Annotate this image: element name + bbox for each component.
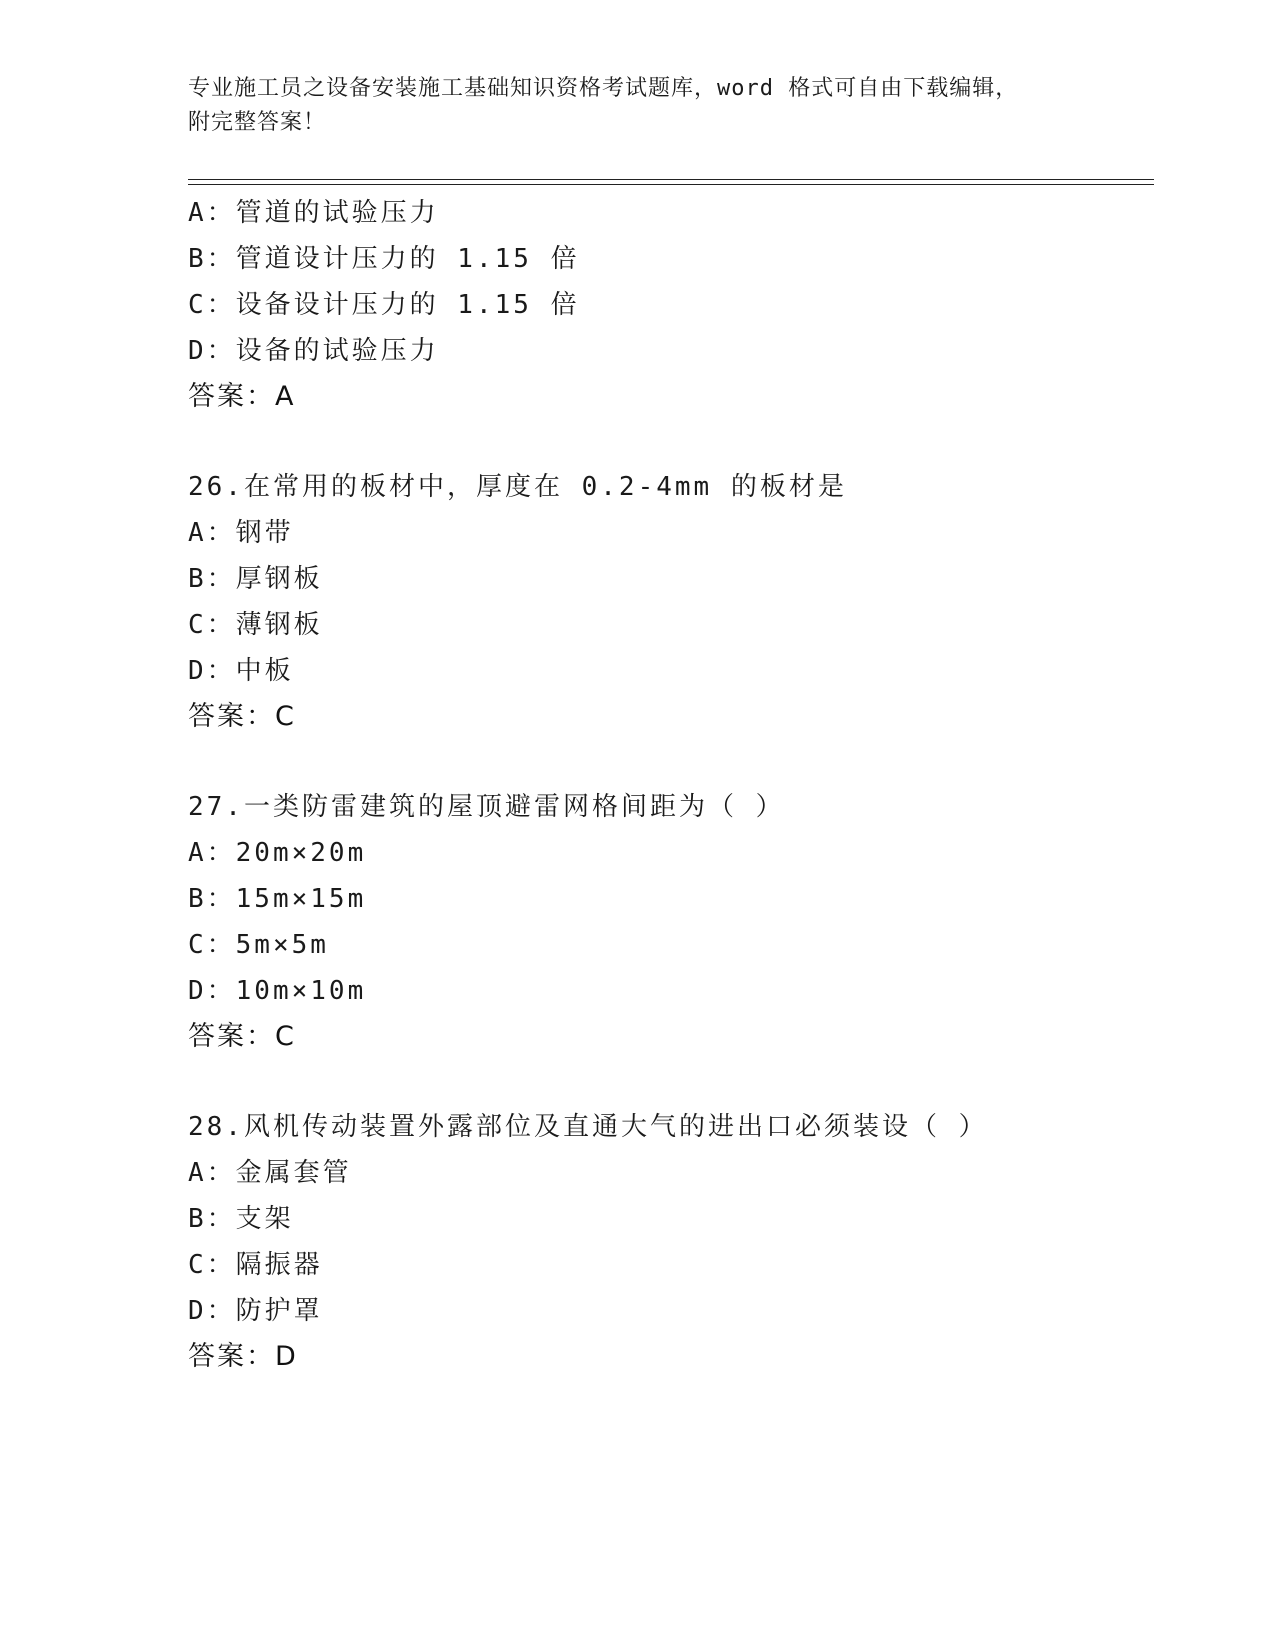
question-block-27 [188, 784, 1148, 1060]
answer-line: 答案：C [188, 1021, 296, 1052]
question-block-26 [188, 464, 1148, 740]
header-divider-top [188, 179, 1154, 180]
option-a: A：钢带 [188, 518, 294, 548]
option-d: D：中板 [188, 656, 294, 686]
option-d: D：防护罩 [188, 1296, 323, 1326]
header-line-1: 专业施工员之设备安装施工基础知识资格考试题库，word 格式可自由下载编辑， [188, 76, 1019, 101]
option-d: D：10m×10m [188, 976, 367, 1006]
question-text: 28.风机传动装置外露部位及直通大气的进出口必须装设（ ） [188, 1112, 988, 1142]
option-c: C：5m×5m [188, 930, 329, 960]
question-text: 27.一类防雷建筑的屋顶避雷网格间距为（ ） [188, 792, 785, 822]
option-b: B：支架 [188, 1204, 294, 1234]
option-c: C：薄钢板 [188, 610, 323, 640]
answer-line: 答案：C [188, 701, 296, 732]
option-a: A：金属套管 [188, 1158, 352, 1188]
option-c: C：设备设计压力的 1.15 倍 [188, 290, 580, 320]
option-c: C：隔振器 [188, 1250, 323, 1280]
document-header [188, 72, 1068, 140]
option-d: D：设备的试验压力 [188, 336, 439, 366]
answer-line: 答案：A [188, 381, 296, 412]
question-block-25 [188, 190, 1148, 420]
option-a: A：20m×20m [188, 838, 367, 868]
header-line-2: 附完整答案！ [188, 110, 327, 135]
question-list [188, 190, 1148, 1380]
question-block-28 [188, 1104, 1148, 1380]
option-b: B：厚钢板 [188, 564, 323, 594]
answer-line: 答案：D [188, 1341, 298, 1372]
option-b: B：管道设计压力的 1.15 倍 [188, 244, 580, 274]
header-divider-bottom [188, 184, 1154, 185]
option-b: B：15m×15m [188, 884, 367, 914]
option-a: A：管道的试验压力 [188, 198, 439, 228]
question-text: 26.在常用的板材中，厚度在 0.2-4mm 的板材是 [188, 472, 847, 502]
